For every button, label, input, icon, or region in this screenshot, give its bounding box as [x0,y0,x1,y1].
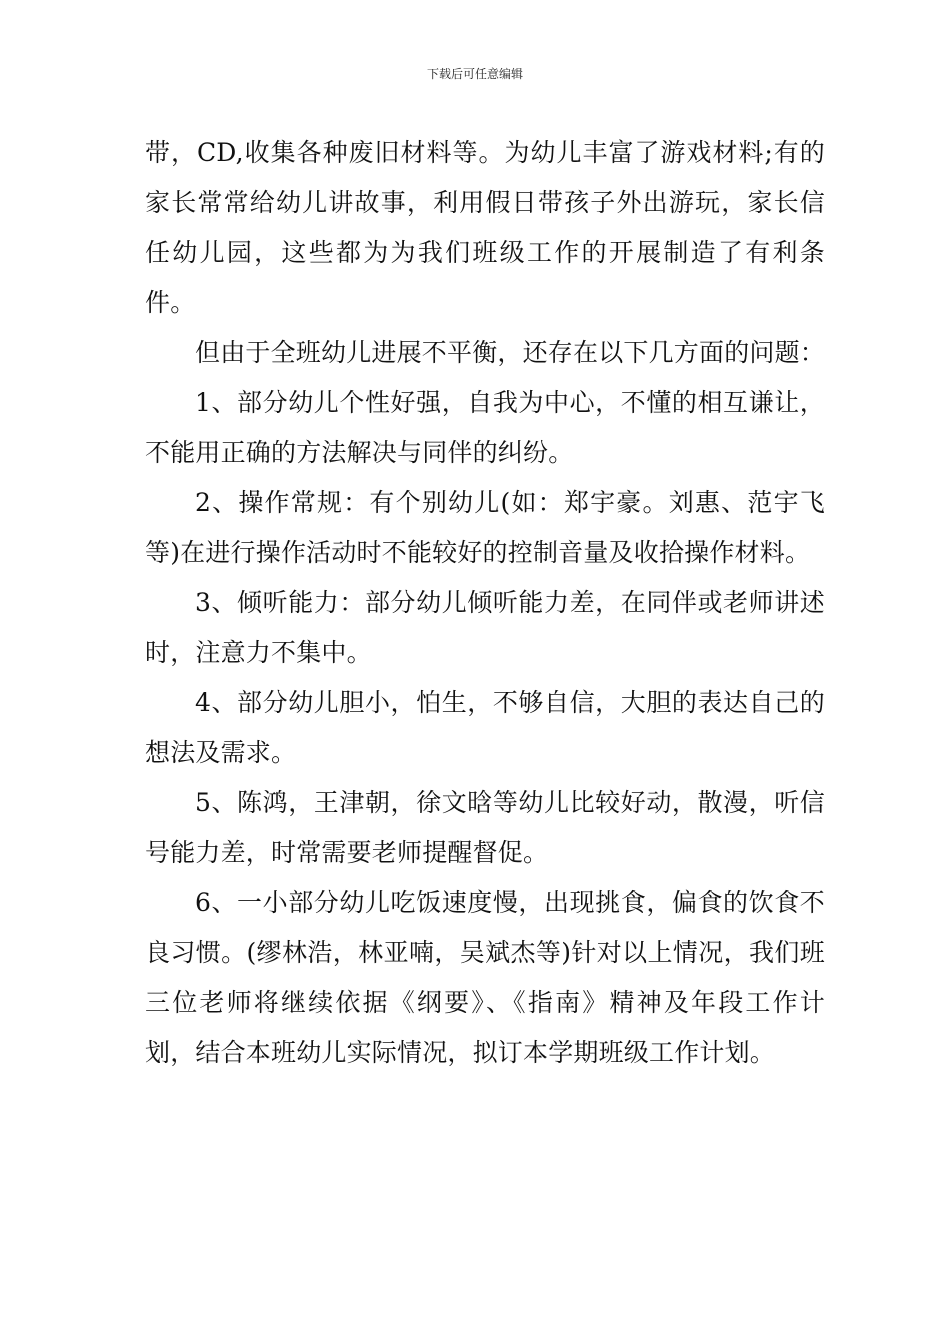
paragraph-item-4: 4、部分幼儿胆小，怕生，不够自信，大胆的表达自己的想法及需求。 [145,688,825,767]
paragraph-continuation: 带，CD,收集各种废旧材料等。为幼儿丰富了游戏材料;有的家长常常给幼儿讲故事，利用假日带孩子外出游玩，家长信任幼儿园，这些都为为我们班级工作的开展制造了有利条件。 [145,138,825,317]
paragraph-item-2: 2、操作常规：有个别幼儿(如：郑宇豪。刘惠、范宇飞等)在进行操作活动时不能较好的控制音量及收拾操作材料。 [145,488,825,567]
paragraph-item-5: 5、陈鸿，王津朝，徐文晗等幼儿比较好动，散漫，听信号能力差，时常需要老师提醒督促。 [145,788,825,867]
paragraph-problems-intro: 但由于全班幼儿进展不平衡，还存在以下几方面的问题： [195,338,826,367]
paragraph-item-1: 1、部分幼儿个性好强，自我为中心，不懂的相互谦让，不能用正确的方法解决与同伴的纠纷。 [145,388,825,467]
paragraph-item-3: 3、倾听能力：部分幼儿倾听能力差，在同伴或老师讲述时，注意力不集中。 [145,588,825,667]
document-body [145,128,825,1078]
page-header: 下载后可任意编辑 [426,67,523,81]
paragraph-item-6: 6、一小部分幼儿吃饭速度慢，出现挑食，偏食的饮食不良习惯。(缪林浩，林亚喃，吴斌杰等)针对以上情况，我们班三位老师将继续依据《纲要》、《指南》精神及年段工作计划，结合本班幼儿实际情况，拟订本学期班级工作计划。 [145,888,825,1067]
